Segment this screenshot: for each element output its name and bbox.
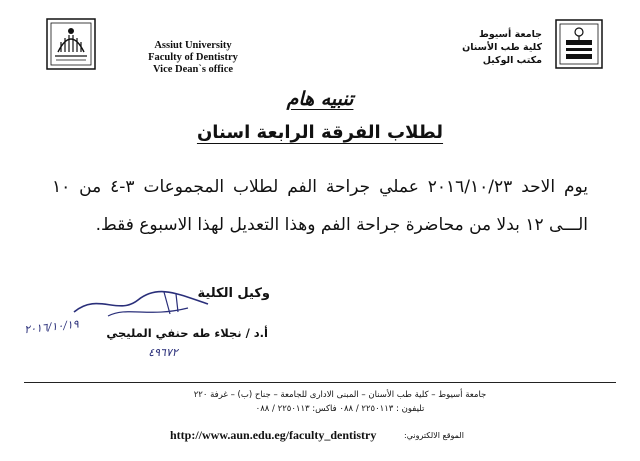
header-english xyxy=(118,40,268,76)
footer-address: جامعة أسيوط – كلية طب الأسنان – المبنى الادارى للجامعة – جناح (ب) – غرفة ٢٢٠ xyxy=(193,390,487,400)
office-name-ar: مكتب الوكيل xyxy=(482,55,542,66)
handwritten-date: ٢٠١٦/١٠/١٩ xyxy=(23,317,80,337)
faculty-logo-icon xyxy=(46,18,96,70)
faculty-name-en: Faculty of Dentistry xyxy=(148,52,238,63)
footer-divider xyxy=(24,382,616,383)
notice-subtitle: لطلاب الفرقة الرابعة اسنان xyxy=(196,122,444,143)
university-name-en: Assiut University xyxy=(154,40,232,51)
faculty-name-ar: كلية طب الأسنان xyxy=(462,42,542,53)
signature-title: وكيل الكلية xyxy=(197,286,270,301)
university-logo-icon xyxy=(554,18,604,70)
footer-website-label: الموقع الالكتروني: xyxy=(404,431,464,440)
signatory-name: أ.د / نجلاء طه حنفي المليجي xyxy=(106,326,268,340)
header-arabic xyxy=(422,28,542,67)
reference-number: ٤٩٦٧٢ xyxy=(148,346,178,359)
footer-phone-fax: تليفون : ٢٢٥٠١١٣ / ٠٨٨ فاكس: ٢٢٥٠١١٣ / ٠٨٨ xyxy=(255,404,425,414)
notice-title: تنبيه هام xyxy=(286,88,354,110)
notice-body: يوم الاحد ٢٠١٦/١٠/٢٣ عملي جراحة الفم لطلاب المجموعات ٣-٤ من ١٠ الـــى ١٢ بدلا من محاضرة جراحة الفم وهذا التعديل لهذا الاسبوع فقط. xyxy=(52,177,588,235)
footer-website-link[interactable]: http://www.aun.edu.eg/faculty_dentistry xyxy=(170,428,377,442)
university-name-ar: جامعة أسيوط xyxy=(478,29,542,40)
office-name-en: Vice Dean`s office xyxy=(152,64,234,75)
